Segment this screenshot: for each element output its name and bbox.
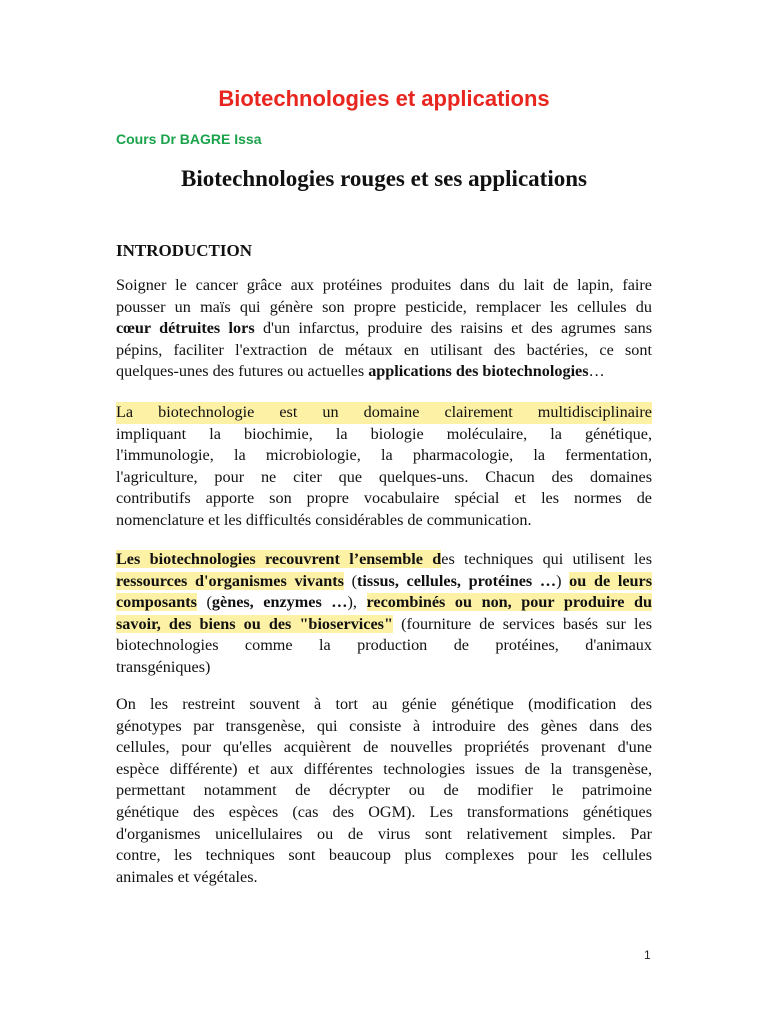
paragraph-line: contre, les techniques sont beaucoup plus complexes pour les cellules — [116, 846, 652, 865]
text-run: (fourniture de services basés sur les — [392, 614, 652, 633]
course-author: Cours Dr BAGRE Issa — [116, 131, 262, 147]
paragraph-line: espèce différente) et aux différentes technologies issues de la transgenèse, — [116, 759, 652, 778]
paragraph-line: animales et végétales. — [116, 867, 258, 886]
paragraph-line — [116, 571, 652, 593]
section-heading-introduction: INTRODUCTION — [116, 241, 253, 260]
paragraph-line — [116, 614, 652, 636]
paragraph-line — [116, 318, 652, 340]
paragraph-line: l'immunologie, la microbiologie, la pharmacologie, la fermentation, — [116, 446, 652, 465]
paragraph-line: On les restreint souvent à tort au génie génétique (modification des — [116, 695, 652, 713]
paragraph-line: pépins, faciliter l'extraction de métaux en utilisant des bactéries, ce sont — [116, 340, 652, 359]
bold-phrase: tissus, cellules, protéines … — [357, 571, 557, 590]
bold-phrase: applications des biotechnologies — [368, 362, 589, 381]
paragraph-line: d'organismes unicellulaires ou de virus sont relativement simples. Par — [116, 824, 652, 843]
paragraph-line: permettant notamment de décrypter ou de modifier le patrimoine — [116, 781, 652, 800]
highlighted-phrase: recombinés ou non, pour produire du — [366, 593, 653, 612]
paragraph-line — [116, 549, 652, 571]
paragraph-1 — [116, 275, 652, 383]
page-number: 1 — [644, 948, 651, 962]
text-run: es techniques qui utilisent les — [441, 550, 652, 568]
text-run: d'un infarctus, produire des raisins et des agrumes sans — [254, 319, 652, 338]
paragraph-line — [116, 592, 652, 614]
paragraph-line: biotechnologies comme la production de protéines, d'animaux — [116, 636, 652, 655]
paragraph-line: l'agriculture, pour ne citer que quelques-uns. Chacun des domaines — [116, 467, 652, 486]
paragraph-2 — [116, 402, 652, 532]
highlighted-phrase: Les biotechnologies recouvrent l’ensemble d — [116, 550, 442, 568]
paragraph-line: Soigner le cancer grâce aux protéines produites dans du lait de lapin, faire — [116, 276, 652, 294]
highlighted-phrase: ou de leurs — [569, 571, 653, 590]
paragraph-line — [116, 361, 652, 383]
document-title: Biotechnologies et applications — [218, 86, 550, 111]
text-run: ) — [556, 571, 570, 590]
text-run: quelques-unes des futures ou actuelles — [116, 362, 369, 381]
paragraph-line: pousser un maïs qui génère son propre pesticide, remplacer les cellules du — [116, 297, 652, 316]
highlighted-line: La biotechnologie est un domaine clairement multidisciplinaire — [116, 402, 652, 424]
text-run: ( — [196, 593, 212, 612]
text-run: ), — [347, 593, 367, 612]
paragraph-line: cellules, pour qu'elles acquièrent de nouvelles propriétés provenant d'une — [116, 738, 652, 757]
paragraph-line: génotypes par transgenèse, qui consiste à introduire des gènes dans des — [116, 716, 652, 735]
text-run: ( — [343, 571, 358, 590]
paragraph-line: transgéniques) — [116, 657, 211, 676]
bold-phrase: gènes, enzymes … — [211, 593, 348, 612]
text-run: … — [588, 362, 605, 381]
paragraph-3 — [116, 549, 652, 679]
highlighted-phrase: savoir, des biens ou des "bioservices" — [116, 614, 393, 633]
paragraph-line: nomenclature et les difficultés considérables de communication. — [116, 510, 532, 529]
highlighted-phrase: composants — [116, 593, 197, 612]
paragraph-line: contributifs apporte son propre vocabulaire spécial et les normes de — [116, 489, 652, 508]
paragraph-line: impliquant la biochimie, la biologie moléculaire, la génétique, — [116, 424, 652, 443]
highlighted-phrase: ressources d'organismes vivants — [116, 571, 344, 590]
paragraph-4 — [116, 694, 652, 888]
document-subtitle: Biotechnologies rouges et ses applications — [181, 166, 587, 191]
paragraph-line: génétique des espèces (cas des OGM). Les transformations génétiques — [116, 802, 652, 821]
bold-phrase: cœur détruites lors — [116, 319, 255, 338]
